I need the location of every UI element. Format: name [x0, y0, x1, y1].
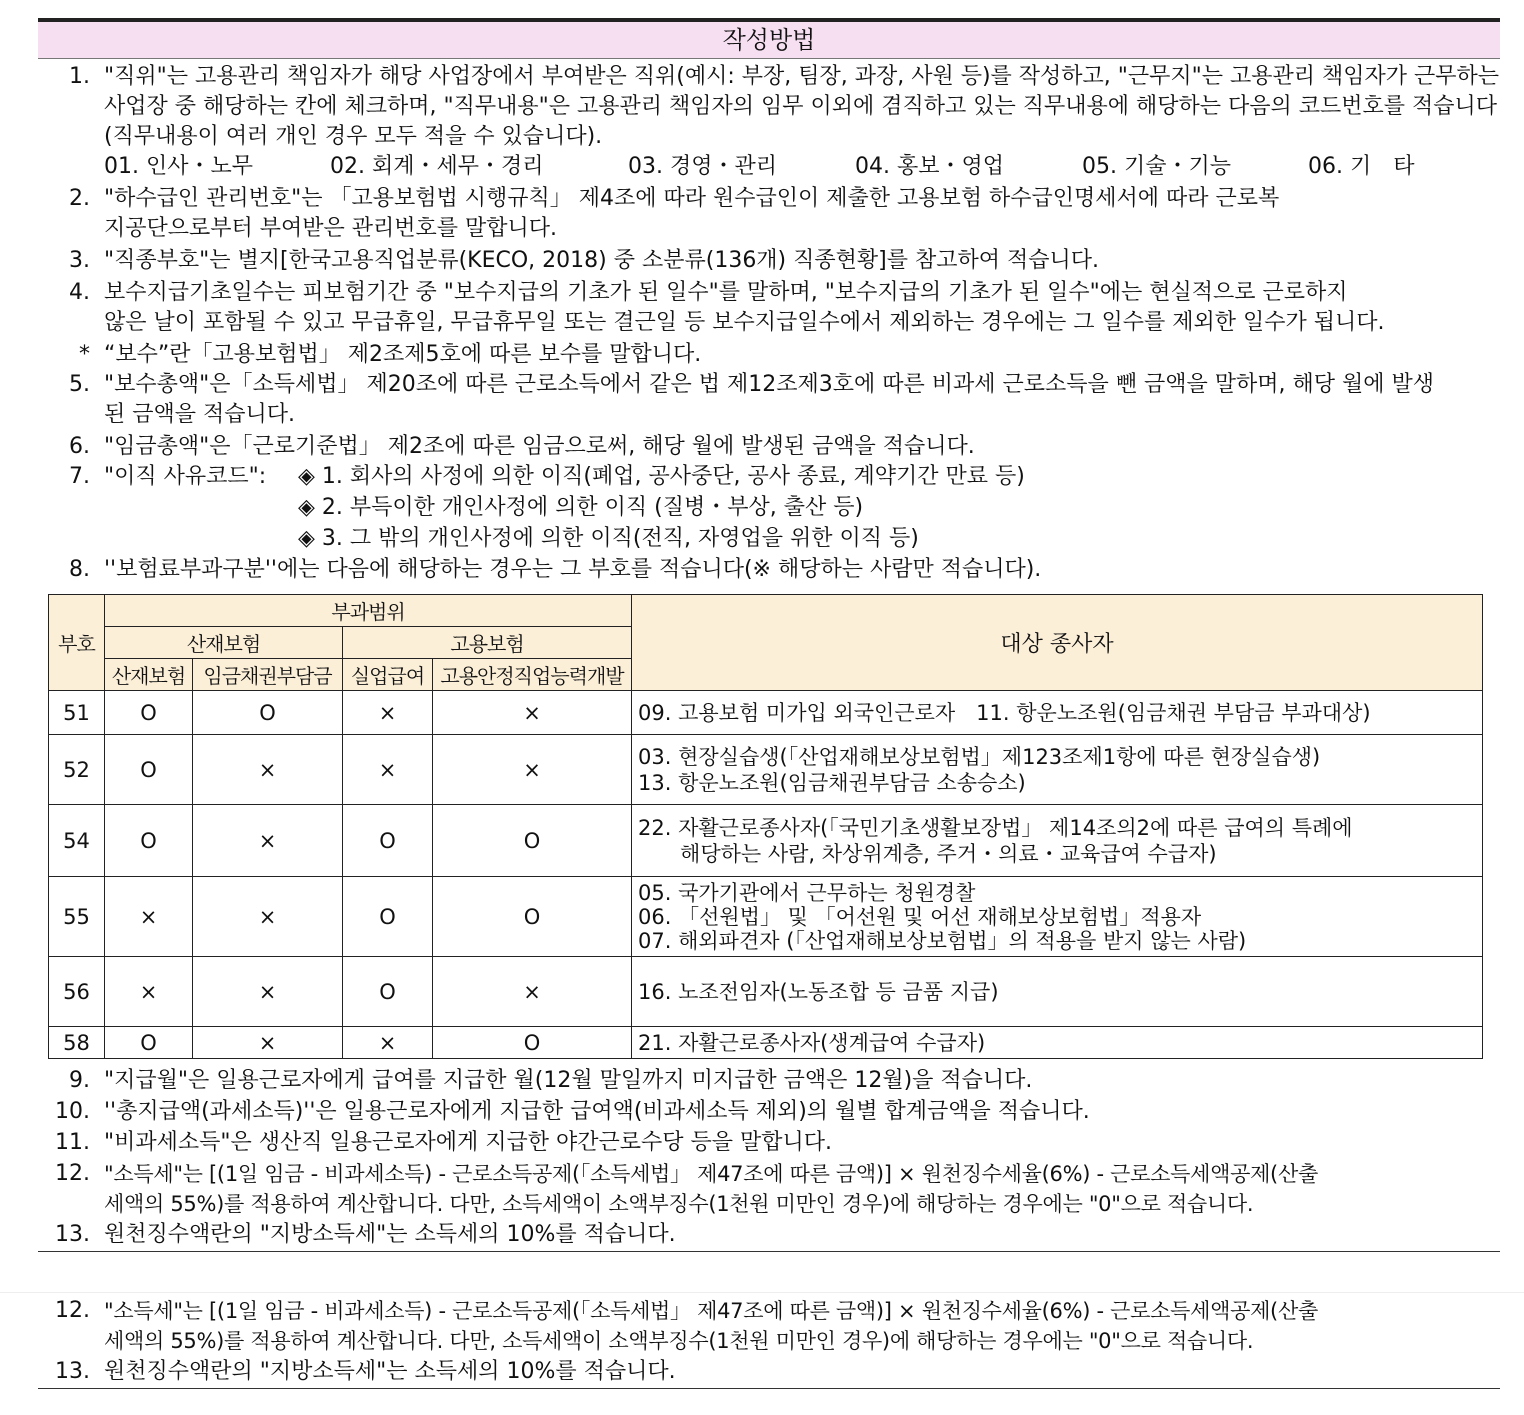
reason-option: ◈ 2. 부득이한 개인사정에 의한 이직 (질병・부상, 출산 등)	[298, 495, 864, 520]
subheader: 임금채권부담금	[193, 659, 343, 691]
job-code: 04. 홍보・영업	[855, 154, 1004, 179]
row-code: 54	[49, 805, 105, 877]
row-desc	[632, 805, 1483, 877]
row-desc	[632, 1027, 1483, 1059]
item-number: 11.	[55, 1130, 90, 1155]
table-row	[49, 1027, 1483, 1059]
row-desc	[632, 957, 1483, 1027]
table-row	[49, 877, 1483, 957]
item-line: ''총지급액(과세소득)''은 일용근로자에게 지급한 급여액(비과세소득 제외)의 월별 합계금액을 적습니다.	[104, 1099, 1090, 1124]
item-line: 않은 날이 포함될 수 있고 무급휴일, 무급휴무일 또는 결근일 등 보수지급일수에서 제외하는 경우에는 그 일수를 제외한 일수가 됩니다.	[104, 310, 1385, 335]
item-number: 9.	[69, 1068, 90, 1093]
desc-line: 03. 현장실습생(「산업재해보상보험법」제123조제1항에 따른 현장실습생)	[638, 744, 1321, 769]
item-number: 12.	[55, 1298, 90, 1323]
desc-line: 21. 자활근로종사자(생계급여 수급자)	[638, 1030, 986, 1055]
mark: O	[343, 877, 433, 957]
item-number: *	[79, 342, 90, 367]
item-line: "직종부호"는 별지[한국고용직업분류(KECO, 2018) 중 소분류(136개) 직종현황]를 참고하여 적습니다.	[104, 248, 1099, 273]
mark: O	[343, 957, 433, 1027]
item-line: "임금총액"은「근로기준법」 제2조에 따른 임금으로써, 해당 월에 발생된 금액을 적습니다.	[104, 434, 975, 459]
item-line: 사업장 중 해당하는 칸에 체크하며, "직무내용"은 고용관리 책임자의 임무 이외에 겸직하고 있는 직무내용에 해당하는 다음의 코드번호를 적습니다	[104, 94, 1497, 119]
item-line: 원천징수액란의 "지방소득세"는 소득세의 10%를 적습니다.	[104, 1359, 676, 1384]
mark: O	[193, 691, 343, 735]
item-number: 13.	[55, 1359, 90, 1384]
section-title: 작성방법	[38, 22, 1500, 59]
desc-line: 13. 항운노조원(임금채권부담금 소송승소)	[638, 770, 1026, 795]
item-line: 된 금액을 적습니다.	[104, 402, 295, 427]
mark: ×	[193, 877, 343, 957]
table-row	[49, 691, 1483, 735]
mark: ×	[433, 691, 632, 735]
job-code: 06. 기 타	[1308, 154, 1415, 179]
job-code: 02. 회계・세무・경리	[330, 154, 544, 179]
mark: O	[105, 691, 193, 735]
desc-line: 16. 노조전임자(노동조합 등 금품 지급)	[638, 979, 999, 1004]
row-code: 58	[49, 1027, 105, 1059]
item-line: "지급월"은 일용근로자에게 급여를 지급한 월(12월 말일까지 미지급한 금액은 12월)을 적습니다.	[104, 1068, 1033, 1093]
item-number: 6.	[69, 434, 90, 459]
item-label: "이직 사유코드":	[104, 464, 267, 489]
mark: ×	[193, 735, 343, 805]
mark: O	[433, 805, 632, 877]
insurance-code-table	[48, 594, 1483, 1059]
mark: O	[105, 1027, 193, 1059]
table-row	[49, 805, 1483, 877]
subheader: 고용안정직업능력개발	[433, 659, 632, 691]
item-number: 7.	[69, 464, 90, 489]
header-range: 부과범위	[105, 595, 632, 627]
desc-line: 22. 자활근로종사자(「국민기초생활보장법」 제14조의2에 따른 급여의 특례에	[638, 815, 1353, 840]
header-goyong: 고용보험	[343, 627, 632, 659]
row-code: 56	[49, 957, 105, 1027]
item-line: "보수총액"은「소득세법」 제20조에 따른 근로소득에서 같은 법 제12조제3호에 따른 비과세 근로소득을 뺀 금액을 말하며, 해당 월에 발생	[104, 372, 1434, 397]
desc-line: 해당하는 사람, 차상위계층, 주거・의료・교육급여 수급자)	[638, 841, 1217, 866]
item-line: "하수급인 관리번호"는 「고용보험법 시행규칙」 제4조에 따라 원수급인이 제출한 고용보험 하수급인명세서에 따라 근로복	[104, 186, 1280, 211]
item-line: 보수지급기초일수는 피보험기간 중 "보수지급의 기초가 된 일수"를 말하며, "보수지급의 기초가 된 일수"에는 현실적으로 근로하지	[104, 280, 1348, 305]
faint-divider	[0, 1292, 1524, 1293]
mark: O	[343, 805, 433, 877]
row-code: 52	[49, 735, 105, 805]
section-divider	[38, 1251, 1500, 1252]
mark: ×	[343, 1027, 433, 1059]
item-number: 1.	[69, 64, 90, 89]
header-target: 대상 종사자	[632, 595, 1483, 691]
reason-option: ◈ 3. 그 밖의 개인사정에 의한 이직(전직, 자영업을 위한 이직 등)	[298, 526, 919, 551]
mark: ×	[343, 691, 433, 735]
row-desc	[632, 877, 1483, 957]
subheader: 산재보험	[105, 659, 193, 691]
mark: O	[105, 805, 193, 877]
mark: ×	[193, 805, 343, 877]
item-line: 원천징수액란의 "지방소득세"는 소득세의 10%를 적습니다.	[104, 1222, 676, 1247]
item-line: "소득세"는 [(1일 임금 - 비과세소득) - 근로소득공제(「소득세법」 제47조에 따른 금액)] × 원천징수세율(6%) - 근로소득세액공제(산출	[104, 1299, 1318, 1323]
item-line: ''보험료부과구분''에는 다음에 해당하는 경우는 그 부호를 적습니다(※ 해당하는 사람만 적습니다).	[104, 557, 1042, 582]
item-number: 13.	[55, 1222, 90, 1247]
table-row	[49, 735, 1483, 805]
item-line: (직무내용이 여러 개인 경우 모두 적을 수 있습니다).	[104, 124, 603, 149]
item-number: 12.	[55, 1161, 90, 1186]
header-sanjae: 산재보험	[105, 627, 343, 659]
item-line: "비과세소득"은 생산직 일용근로자에게 지급한 야간근로수당 등을 말합니다.	[104, 1130, 833, 1155]
mark: ×	[433, 957, 632, 1027]
item-line: 세액의 55%)를 적용하여 계산합니다. 다만, 소득세액이 소액부징수(1천원 미만인 경우)에 해당하는 경우에는 "0"으로 적습니다.	[104, 1192, 1254, 1216]
bottom-rule	[38, 1388, 1500, 1389]
row-desc	[632, 735, 1483, 805]
row-code: 55	[49, 877, 105, 957]
job-code: 01. 인사・노무	[104, 154, 253, 179]
desc-line: 05. 국가기관에서 근무하는 청원경찰	[638, 880, 976, 905]
item-line: “보수”란「고용보험법」 제2조제5호에 따른 보수를 말합니다.	[104, 342, 702, 367]
item-line: 세액의 55%)를 적용하여 계산합니다. 다만, 소득세액이 소액부징수(1천원 미만인 경우)에 해당하는 경우에는 "0"으로 적습니다.	[104, 1329, 1254, 1353]
mark: ×	[193, 1027, 343, 1059]
item-number: 2.	[69, 186, 90, 211]
mark: ×	[343, 735, 433, 805]
reason-option: ◈ 1. 회사의 사정에 의한 이직(폐업, 공사중단, 공사 종료, 계약기간 만료 등)	[298, 464, 1025, 489]
mark: O	[105, 735, 193, 805]
job-code: 03. 경영・관리	[628, 154, 777, 179]
desc-line: 09. 고용보험 미가입 외국인근로자 11. 항운노조원(임금채권 부담금 부과대상)	[638, 700, 1371, 725]
table-row	[49, 957, 1483, 1027]
item-number: 5.	[69, 372, 90, 397]
item-number: 8.	[69, 557, 90, 582]
mark: ×	[105, 877, 193, 957]
item-line: "직위"는 고용관리 책임자가 해당 사업장에서 부여받은 직위(예시: 부장, 팀장, 과장, 사원 등)를 작성하고, "근무지"는 고용관리 책임자가 근무하는	[104, 64, 1500, 89]
mark: ×	[433, 735, 632, 805]
mark: O	[433, 877, 632, 957]
mark: ×	[105, 957, 193, 1027]
desc-line: 07. 해외파견자 (「산업재해보상보험법」의 적용을 받지 않는 사람)	[638, 928, 1247, 953]
item-number: 10.	[55, 1099, 90, 1124]
row-desc	[632, 691, 1483, 735]
item-number: 4.	[69, 280, 90, 305]
row-code: 51	[49, 691, 105, 735]
desc-line: 06. 「선원법」 및 「어선원 및 어선 재해보상보험법」적용자	[638, 904, 1202, 929]
job-code: 05. 기술・기능	[1082, 154, 1231, 179]
item-line: "소득세"는 [(1일 임금 - 비과세소득) - 근로소득공제(「소득세법」 제47조에 따른 금액)] × 원천징수세율(6%) - 근로소득세액공제(산출	[104, 1162, 1318, 1186]
subheader: 실업급여	[343, 659, 433, 691]
header-code: 부호	[49, 595, 105, 691]
mark: ×	[193, 957, 343, 1027]
item-number: 3.	[69, 248, 90, 273]
mark: O	[433, 1027, 632, 1059]
item-line: 지공단으로부터 부여받은 관리번호를 말합니다.	[104, 216, 558, 241]
